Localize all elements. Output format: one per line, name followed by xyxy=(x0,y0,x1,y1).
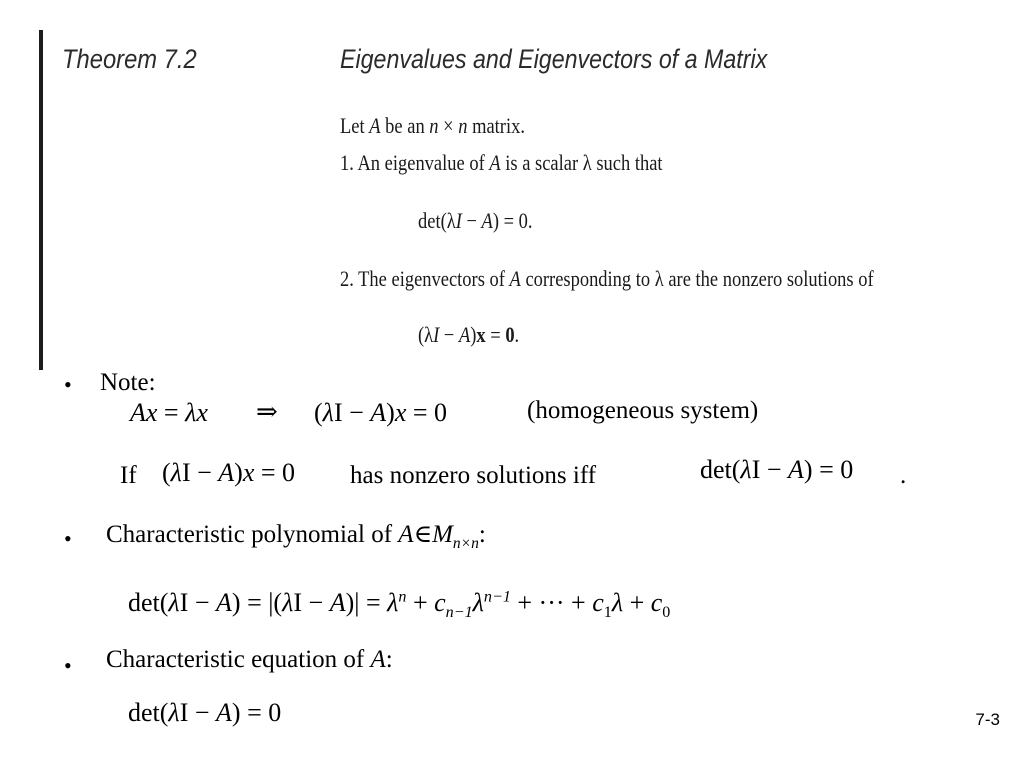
theorem-eq-2: (λI − A)x = 0. xyxy=(418,322,520,347)
theorem-eq-1: det(λI − A) = 0. xyxy=(418,208,533,233)
iff-text: has nonzero solutions iff xyxy=(350,462,597,489)
charpoly-bullet: • xyxy=(64,526,72,551)
note-eq-left: Ax = λx xyxy=(130,398,208,427)
chareq-bullet: • xyxy=(64,653,72,678)
charpoly-equation: $\det(\lambda I - A) = |(\lambda I - A)| = \lambda^n + c_{n-1}\lambda^{n-1}$ + ··· + $c_1\lambda + c_0$ xyxy=(128,588,671,622)
note-eq-right: (λI − A)x = 0 xyxy=(314,398,448,427)
theorem-line-1: Let A be an n × n matrix. xyxy=(340,113,525,138)
det-equation: det(λI − A) = 0 xyxy=(700,455,854,484)
theorem-item-2: 2. The eigenvectors of A corresponding to λ are the nonzero solutions of xyxy=(340,266,874,291)
theorem-title: Eigenvalues and Eigenvectors of a Matrix xyxy=(340,44,768,74)
note-bullet: • xyxy=(64,372,72,397)
theorem-item-1: 1. An eigenvalue of A is a scalar λ such that xyxy=(340,150,663,175)
left-vertical-rule xyxy=(39,30,43,370)
homogeneous-label: (homogeneous system) xyxy=(527,397,759,424)
period: . xyxy=(900,462,907,489)
chareq-heading: Characteristic equation of A: xyxy=(106,646,393,673)
charpoly-heading: Characteristic polynomial of $A\in M_{n\times n}$: xyxy=(106,521,486,552)
page-number: 7-3 xyxy=(975,710,1000,729)
theorem-label: Theorem 7.2 xyxy=(62,44,197,74)
implies-symbol: ⇒ xyxy=(256,397,278,426)
if-word: If xyxy=(120,462,137,489)
if-equation: (λI − A)x = 0 xyxy=(162,458,296,487)
note-label: Note: xyxy=(100,369,156,396)
chareq-equation: det(λI − A) = 0 xyxy=(128,698,282,727)
